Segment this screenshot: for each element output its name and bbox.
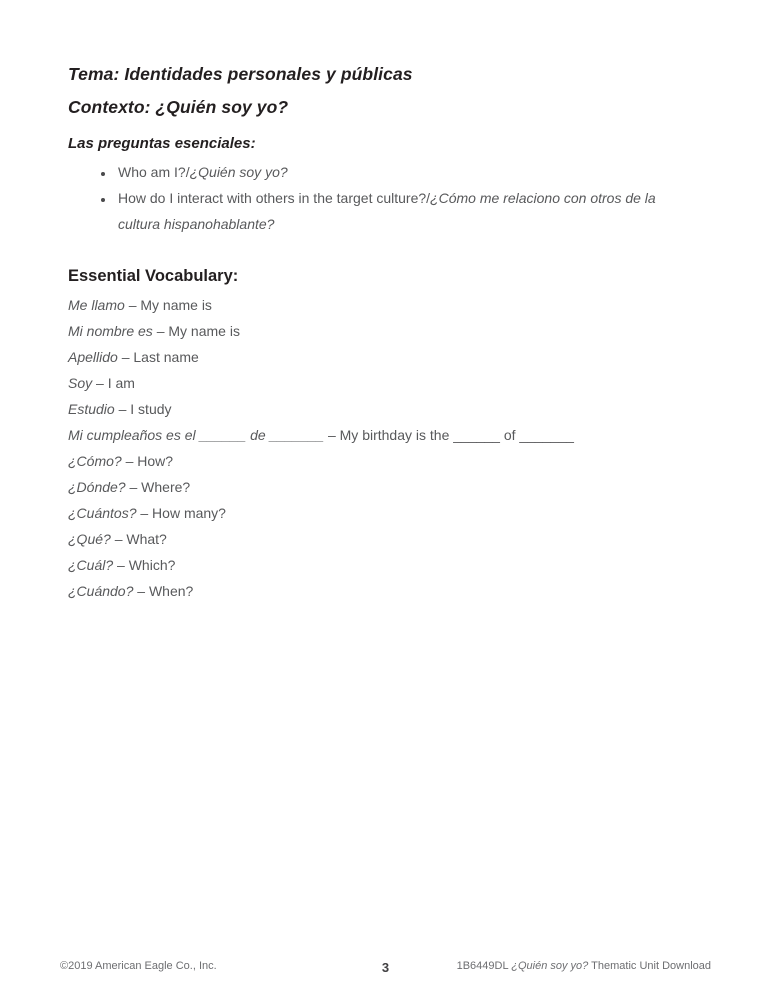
list-item bbox=[115, 185, 690, 237]
vocab-english: – Which? bbox=[117, 557, 176, 574]
vocab-item bbox=[68, 422, 708, 448]
product-title-spanish: ¿Quién soy yo? bbox=[511, 960, 589, 972]
page-footer bbox=[60, 960, 711, 975]
vocabulary-heading: Essential Vocabulary: bbox=[68, 267, 239, 286]
question-english: How do I interact with others in the target culture?/ bbox=[118, 190, 431, 207]
vocab-item bbox=[68, 552, 708, 578]
vocab-english: – How many? bbox=[140, 505, 226, 522]
vocab-spanish: Soy bbox=[68, 375, 93, 392]
page-number: 3 bbox=[381, 960, 390, 975]
vocab-english: – I study bbox=[118, 401, 172, 418]
list-item bbox=[115, 159, 690, 185]
question-english: Who am I?/ bbox=[118, 164, 190, 181]
vocab-spanish: ¿Cómo? bbox=[68, 453, 122, 470]
essential-questions-heading: Las preguntas esenciales: bbox=[68, 135, 256, 153]
vocab-english: – My name is bbox=[156, 323, 240, 340]
product-label bbox=[457, 960, 711, 972]
vocab-english: – My name is bbox=[128, 297, 212, 314]
essential-questions-list bbox=[68, 159, 708, 237]
product-suffix: Thematic Unit Download bbox=[591, 960, 711, 972]
vocab-spanish: ¿Cuántos? bbox=[68, 505, 137, 522]
vocab-english: – What? bbox=[114, 531, 167, 548]
copyright-text: ©2019 American Eagle Co., Inc. bbox=[60, 960, 217, 972]
vocab-spanish: Apellido bbox=[68, 349, 118, 366]
vocab-item bbox=[68, 500, 708, 526]
vocab-spanish: Me llamo bbox=[68, 297, 125, 314]
page-title-tema: Tema: Identidades personales y públicas bbox=[68, 64, 413, 84]
vocab-english: – Last name bbox=[121, 349, 199, 366]
vocab-item bbox=[68, 318, 708, 344]
vocab-spanish: Mi nombre es bbox=[68, 323, 153, 340]
question-spanish: ¿Quién soy yo? bbox=[189, 164, 288, 181]
vocab-english: – When? bbox=[137, 583, 194, 600]
vocab-spanish: ¿Qué? bbox=[68, 531, 111, 548]
vocab-spanish: ¿Cuándo? bbox=[68, 583, 134, 600]
vocab-item bbox=[68, 344, 708, 370]
vocab-item bbox=[68, 526, 708, 552]
question-spanish: ¿Cómo me relaciono con otros de la cultura hispanohablante? bbox=[118, 190, 656, 233]
vocab-spanish: Mi cumpleaños es el ______ de _______ bbox=[68, 427, 325, 444]
vocab-english: – I am bbox=[96, 375, 135, 392]
vocabulary-list bbox=[68, 292, 708, 604]
vocab-english: – My birthday is the ______ of _______ bbox=[327, 427, 574, 444]
page-title-contexto: Contexto: ¿Quién soy yo? bbox=[68, 97, 289, 118]
vocab-item bbox=[68, 292, 708, 318]
vocab-item bbox=[68, 396, 708, 422]
vocab-item bbox=[68, 448, 708, 474]
vocab-item bbox=[68, 370, 708, 396]
vocab-english: – How? bbox=[125, 453, 174, 470]
vocab-item bbox=[68, 578, 708, 604]
vocab-spanish: Estudio bbox=[68, 401, 115, 418]
vocab-english: – Where? bbox=[129, 479, 191, 496]
vocab-spanish: ¿Dónde? bbox=[68, 479, 126, 496]
vocab-spanish: ¿Cuál? bbox=[68, 557, 114, 574]
vocab-item bbox=[68, 474, 708, 500]
product-code: 1B6449DL bbox=[456, 960, 509, 972]
